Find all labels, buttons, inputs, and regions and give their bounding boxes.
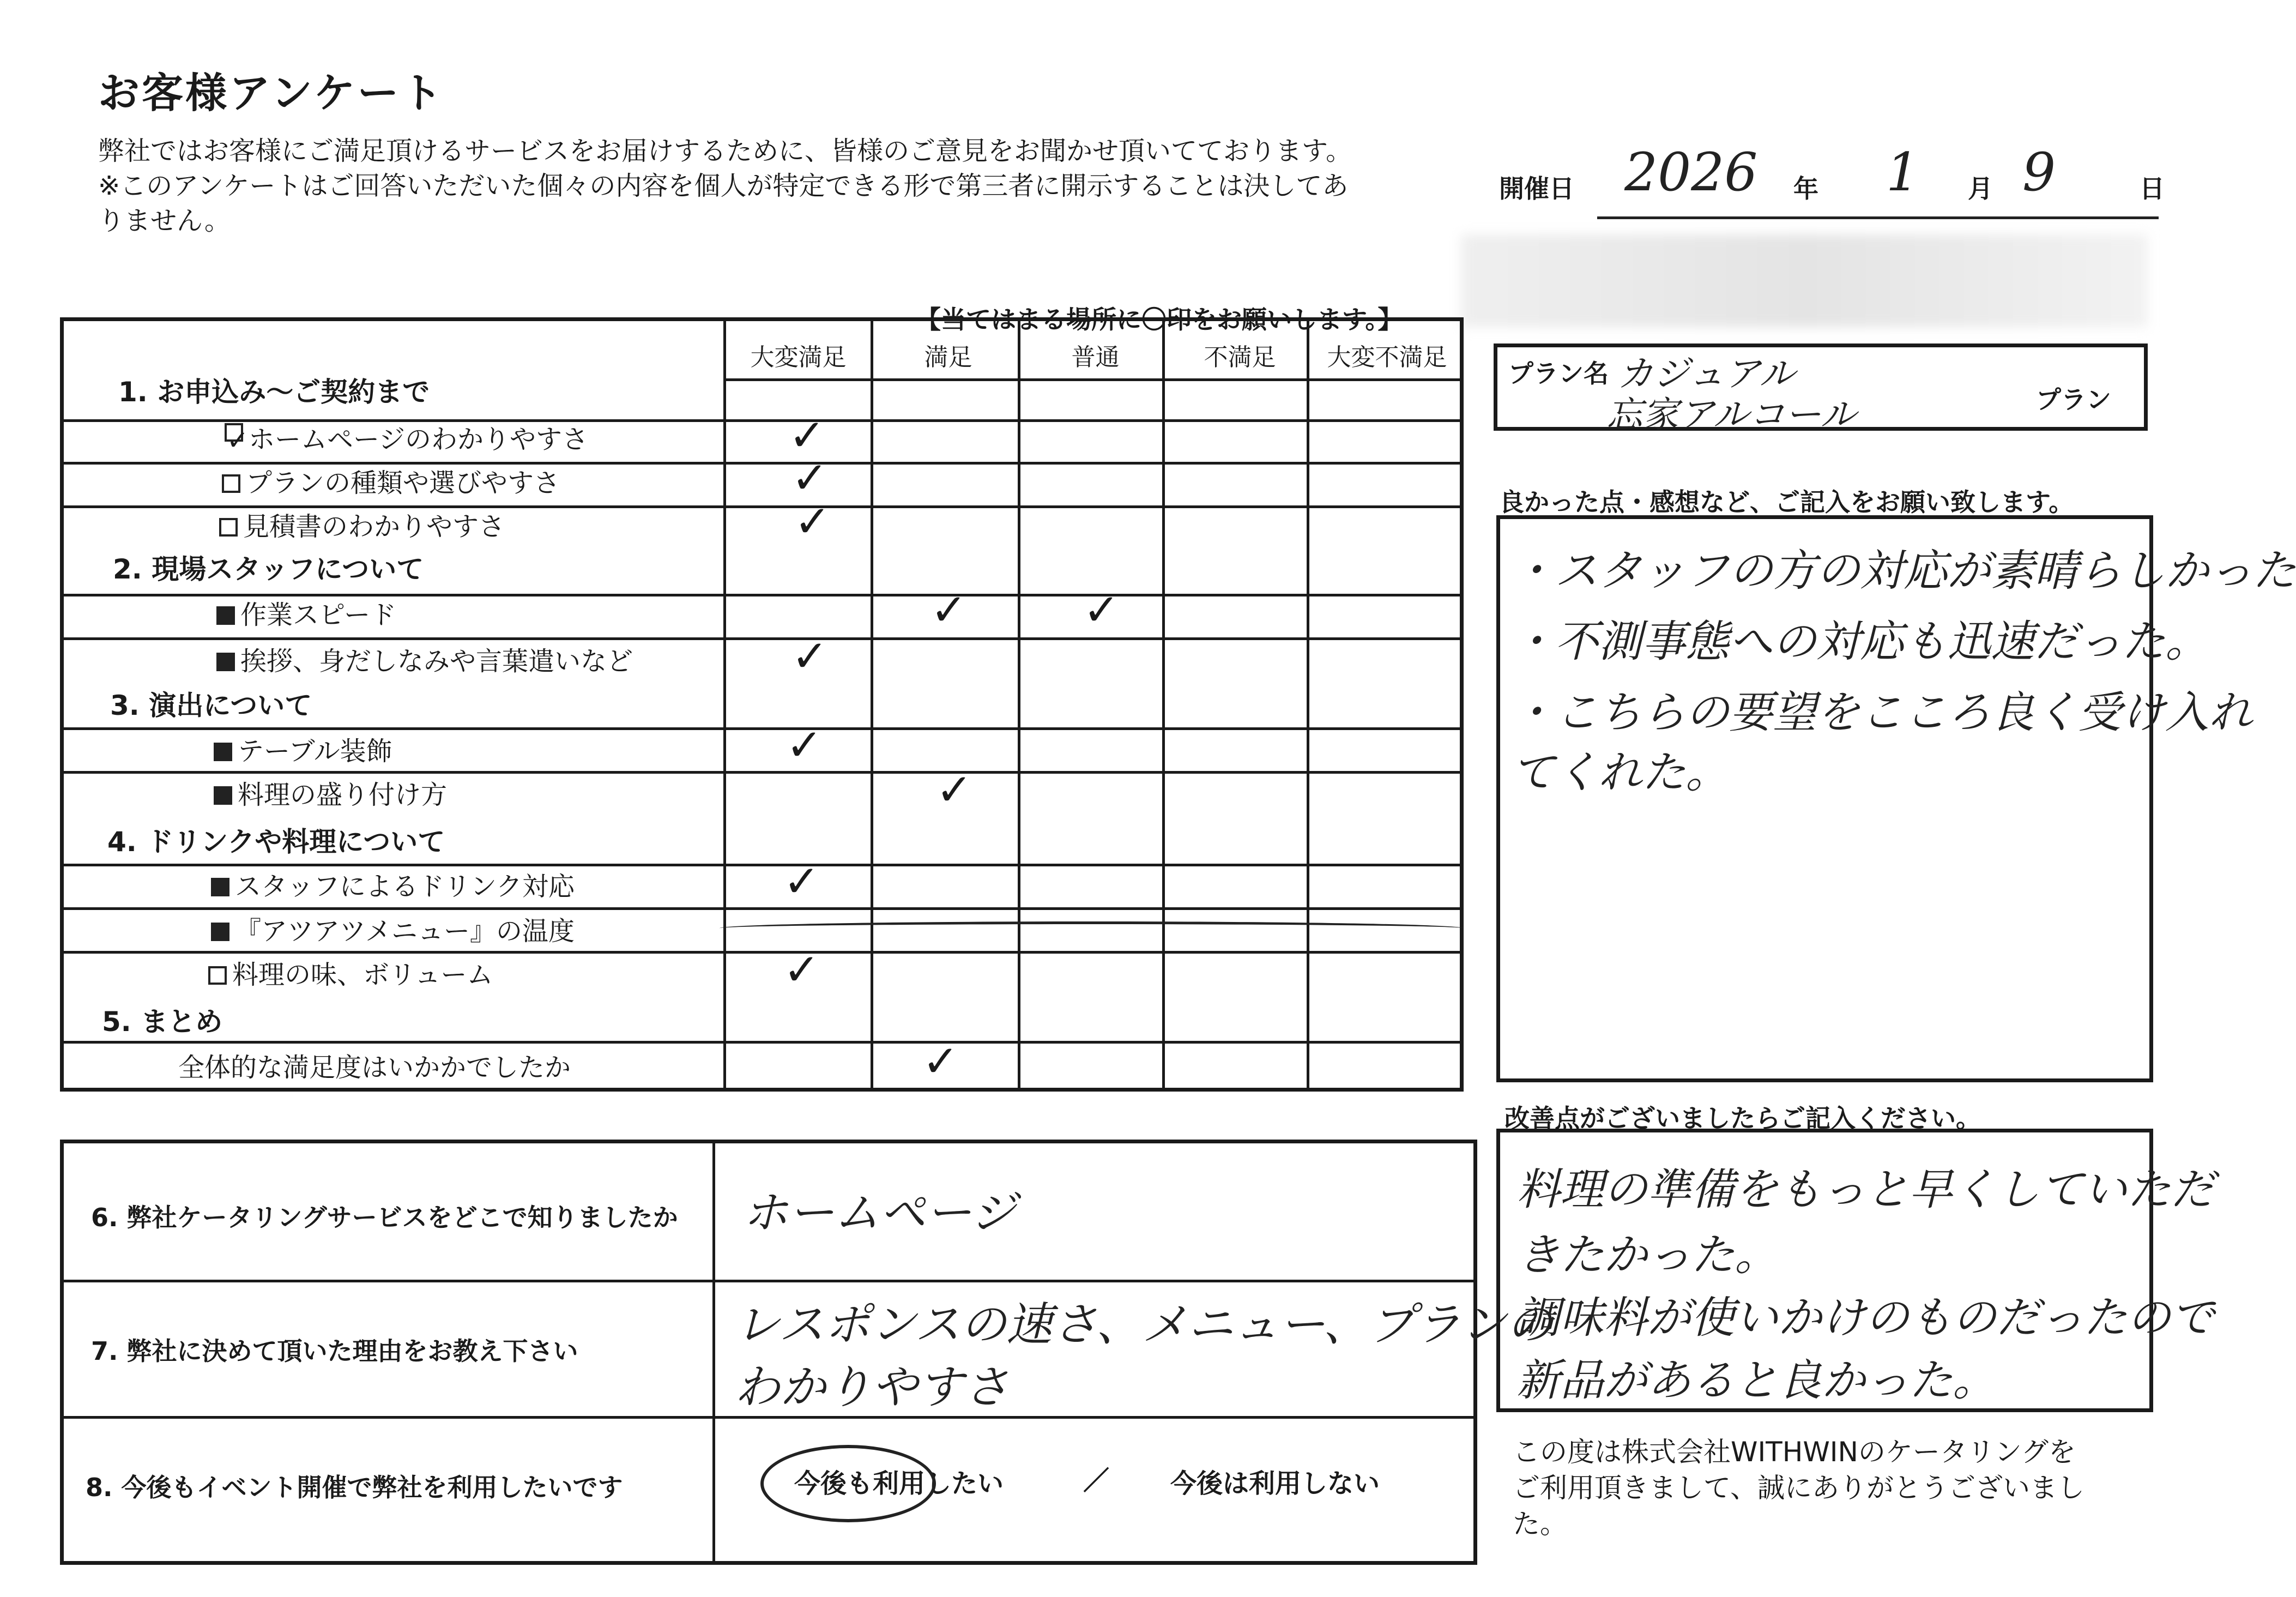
col-divider bbox=[1307, 321, 1309, 1088]
check-mark[interactable]: ✓ bbox=[789, 410, 826, 461]
good-point-line: ・スタッフの方の対応が素晴らしかった bbox=[1511, 545, 2296, 596]
question-6: 6. 弊社ケータリングサービスをどこで知りましたか bbox=[91, 1203, 678, 1232]
col-satisfied: 満足 bbox=[924, 343, 972, 371]
event-date bbox=[1499, 142, 2165, 224]
item-taste-volume bbox=[208, 954, 493, 991]
instruction-text: 【当てはまる場所に〇印をお願いします。】 bbox=[916, 305, 1403, 334]
question-8: 8. 今後もイベント開催で弊社を利用したいです bbox=[86, 1473, 623, 1502]
good-point-line: ・こちらの要望をこころ良く受け入れ bbox=[1511, 687, 2252, 738]
intro-line: 弊社ではお客様にご満足頂けるサービスをお届けするために、皆様のご意見をお聞かせ頂いてております。 bbox=[98, 136, 1352, 166]
checkbox[interactable] bbox=[219, 518, 238, 537]
col-divider bbox=[712, 1143, 715, 1561]
row-divider bbox=[723, 378, 1460, 381]
good-point-line: てくれた。 bbox=[1511, 747, 1729, 798]
improvements-box[interactable] bbox=[1496, 1129, 2214, 1412]
checkbox-filled[interactable] bbox=[211, 923, 229, 941]
selection-circle bbox=[760, 1445, 936, 1522]
section-title: 1. お申込み～ご契約まで bbox=[118, 376, 430, 408]
section-title: 4. ドリンクや料理について bbox=[107, 826, 445, 858]
row-divider bbox=[64, 1280, 1473, 1282]
answer-7[interactable]: わかりやすさ bbox=[734, 1360, 1010, 1414]
item-work-speed bbox=[216, 594, 396, 631]
item-plans bbox=[222, 462, 560, 499]
good-point-line: ・不測事態への対応も迅速だった。 bbox=[1511, 616, 2209, 667]
good-points-label: 良かった点・感想など、ご記入をお願い致します。 bbox=[1499, 487, 2074, 517]
item-manners bbox=[216, 640, 633, 678]
item-label: スタッフによるドリンク対応 bbox=[235, 871, 575, 902]
item-label: ホームページのわかりやすさ bbox=[249, 424, 589, 455]
survey-title: お客様アンケート bbox=[98, 69, 445, 117]
improvement-line: 新品があると良かった。 bbox=[1516, 1355, 1996, 1406]
check-mark[interactable]: ✓ bbox=[922, 1036, 959, 1087]
question-7: 7. 弊社に決めて頂いた理由をお教え下さい bbox=[91, 1336, 578, 1366]
questions-table bbox=[60, 1140, 1552, 1565]
answer-7[interactable]: レスポンスの速さ、メニュー、プランの bbox=[734, 1298, 1552, 1351]
check-mark[interactable]: ✓ bbox=[786, 720, 823, 770]
plan-handwritten[interactable]: カジュアル bbox=[1617, 353, 1796, 395]
checkbox[interactable] bbox=[208, 966, 227, 985]
col-divider bbox=[723, 321, 726, 1088]
checkbox-filled[interactable] bbox=[216, 653, 235, 671]
plan-suffix: プラン bbox=[2036, 385, 2111, 414]
check-mark[interactable]: ✓ bbox=[783, 856, 820, 907]
row-divider bbox=[64, 1041, 1460, 1044]
intro-line: ※このアンケートはご回答いただいた個々の内容を個人が特定できる形で第三者に開示することは決してあ bbox=[98, 171, 1349, 201]
section-title: 5. まとめ bbox=[102, 1006, 223, 1038]
item-label: 見積書のわかりやすさ bbox=[243, 511, 505, 542]
check-mark[interactable]: ✓ bbox=[794, 496, 831, 547]
date-label: 開催日 bbox=[1499, 174, 1574, 203]
check-mark[interactable]: ✓ bbox=[791, 631, 829, 682]
item-label: 料理の盛り付け方 bbox=[238, 780, 448, 810]
improvement-line: 料理の準備をもっと早くしていただ bbox=[1516, 1164, 2214, 1215]
checkbox[interactable] bbox=[222, 474, 240, 493]
checkbox-filled[interactable] bbox=[211, 878, 229, 896]
improvement-line: 調味料が使いかけのものだったので bbox=[1516, 1292, 2214, 1343]
plan-label: プラン名 bbox=[1508, 359, 1609, 388]
intro-line: りません。 bbox=[98, 206, 231, 236]
item-label: 挨拶、身だしなみや言葉遣いなど bbox=[240, 646, 633, 677]
checkbox-filled[interactable] bbox=[214, 743, 232, 761]
plan-box bbox=[1494, 343, 2148, 436]
date-day[interactable]: 9 bbox=[2022, 142, 2056, 203]
item-label: 全体的な満足度はいかかでしたか bbox=[178, 1052, 571, 1083]
col-neutral: 普通 bbox=[1071, 343, 1120, 371]
improvements-label: 改善点がございましたらご記入ください。 bbox=[1505, 1104, 1981, 1133]
month-unit: 月 bbox=[1968, 174, 1993, 203]
date-month[interactable]: 1 bbox=[1886, 142, 1920, 203]
item-homepage bbox=[225, 418, 588, 456]
intro-text bbox=[98, 134, 1461, 238]
check-mark[interactable]: ✓ bbox=[936, 764, 973, 815]
item-food-plating bbox=[214, 774, 447, 811]
col-divider bbox=[1018, 321, 1020, 1088]
checkbox-checked[interactable]: ✓ bbox=[225, 423, 243, 442]
date-year[interactable]: 2026 bbox=[1624, 142, 1758, 203]
strike-through-line bbox=[720, 921, 1464, 935]
thanks-message bbox=[1513, 1434, 2172, 1542]
redacted-area bbox=[1461, 234, 2148, 327]
col-divider bbox=[871, 321, 873, 1088]
item-drink-service bbox=[211, 865, 575, 903]
thanks-line: ご利用頂きまして、誠にありがとうございまし bbox=[1513, 1472, 2084, 1504]
option-will-use[interactable]: 今後も利用したい bbox=[794, 1468, 1004, 1499]
option-separator: ／ bbox=[1083, 1466, 1110, 1496]
check-mark[interactable]: ✓ bbox=[931, 584, 968, 635]
item-hot-menu-temp bbox=[211, 910, 575, 948]
col-very-satisfied: 大変満足 bbox=[750, 343, 847, 371]
thanks-line: この度は株式会社WITHWINのケータリングを bbox=[1513, 1436, 2076, 1468]
plan-handwritten[interactable]: 忘家アルコール bbox=[1606, 394, 1857, 436]
item-overall bbox=[178, 1046, 571, 1084]
thanks-line: た。 bbox=[1513, 1508, 1567, 1540]
good-points-box[interactable] bbox=[1496, 515, 2296, 1082]
day-unit: 日 bbox=[2140, 174, 2165, 203]
rating-table bbox=[60, 317, 1464, 1092]
year-unit: 年 bbox=[1793, 174, 1818, 203]
item-label: プランの種類や選びやすさ bbox=[246, 468, 560, 498]
col-very-dissatisfied: 大変不満足 bbox=[1327, 343, 1447, 371]
item-label: テーブル装飾 bbox=[238, 736, 392, 767]
col-divider bbox=[1162, 321, 1165, 1088]
check-mark[interactable]: ✓ bbox=[791, 453, 829, 503]
col-dissatisfied: 不満足 bbox=[1204, 343, 1276, 371]
checkbox-filled[interactable] bbox=[216, 606, 235, 625]
section-title: 3. 演出について bbox=[110, 690, 312, 721]
item-label: 料理の味、ボリューム bbox=[232, 960, 493, 990]
item-label: 『アツアツメニュー』の温度 bbox=[235, 916, 575, 947]
date-underline bbox=[1597, 216, 2159, 219]
section-title: 2. 現場スタッフについて bbox=[113, 553, 424, 585]
check-mark-crossed[interactable]: ✓ bbox=[1083, 584, 1120, 635]
item-estimate bbox=[219, 505, 505, 543]
option-will-not-use[interactable]: 今後は利用しない bbox=[1170, 1468, 1380, 1499]
item-table-decor bbox=[214, 730, 392, 768]
check-mark[interactable]: ✓ bbox=[783, 944, 820, 995]
checkbox-filled[interactable] bbox=[214, 786, 232, 805]
item-label: 作業スピード bbox=[240, 600, 397, 630]
improvement-line: きたかった。 bbox=[1516, 1230, 1778, 1280]
answer-6[interactable]: ホームページ bbox=[742, 1186, 1017, 1239]
